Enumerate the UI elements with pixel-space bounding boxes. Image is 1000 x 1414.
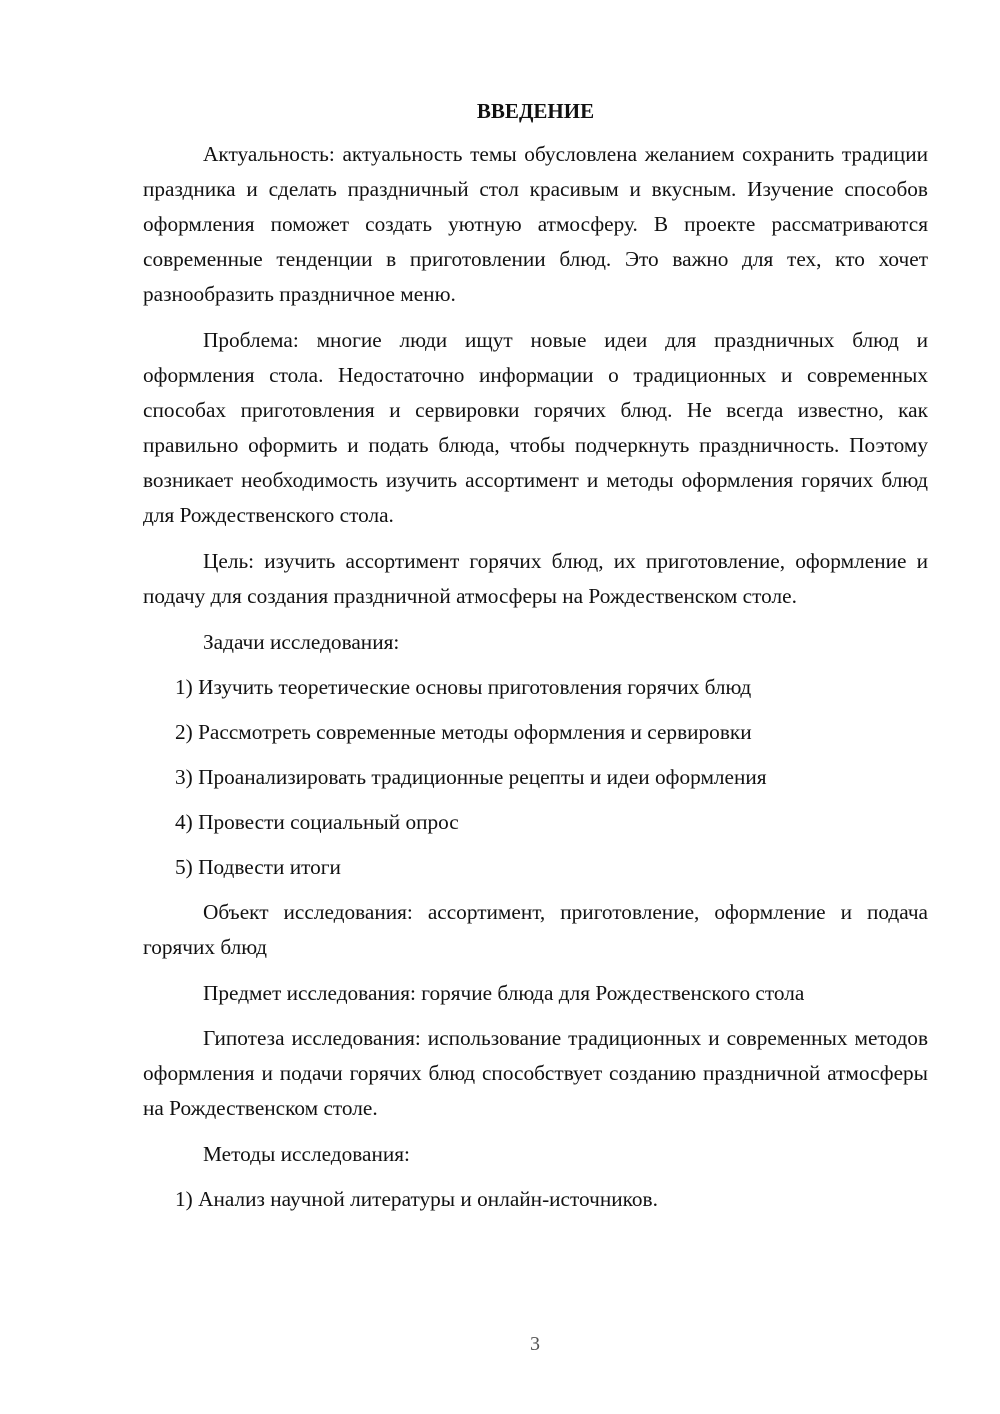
task-item: 5) Подвести итоги [175, 855, 341, 879]
task-item: 1) Изучить теоретические основы приготовления горячих блюд [175, 675, 752, 699]
tasks-heading: Задачи исследования: [203, 630, 400, 654]
task-item: 4) Провести социальный опрос [175, 810, 459, 834]
subject-paragraph: Предмет исследования: горячие блюда для Рождественского стола [203, 981, 805, 1005]
task-item: 3) Проанализировать традиционные рецепты и идеи оформления [175, 765, 767, 789]
object-paragraph: Объект исследования: ассортимент, приготовление, оформление и подача горячих блюд [143, 900, 928, 959]
task-item: 2) Рассмотреть современные методы оформления и сервировки [175, 720, 752, 744]
problem-paragraph: Проблема: многие люди ищут новые идеи для праздничных блюд и оформления стола. Недостаточно информации о традиционных и современных способах приготовления и сервировки горячих блюд. Не всегда известно, как правильно оформить и подать блюда, чтобы подчеркнуть праздничность. Поэтому возникает необходимость изучить ассортимент и методы оформления горячих блюд для Рождественского стола. [143, 328, 928, 527]
page-content [143, 96, 928, 1227]
method-item: 1) Анализ научной литературы и онлайн-источников. [175, 1187, 658, 1211]
relevance-paragraph: Актуальность: актуальность темы обусловлена желанием сохранить традиции праздника и сделать праздничный стол красивым и вкусным. Изучение способов оформления поможет создать уютную атмосферу. В проекте рассматриваются современные тенденции в приготовлении блюд. Это важно для тех, кто хочет разнообразить праздничное меню. [143, 142, 928, 306]
hypothesis-paragraph: Гипотеза исследования: использование традиционных и современных методов оформления и подачи горячих блюд способствует созданию праздничной атмосферы на Рождественском столе. [143, 1026, 928, 1120]
methods-heading: Методы исследования: [203, 1142, 410, 1166]
goal-paragraph: Цель: изучить ассортимент горячих блюд, их приготовление, оформление и подачу для создания праздничной атмосферы на Рождественском столе. [143, 549, 928, 608]
section-heading: ВВЕДЕНИЕ [476, 99, 595, 123]
page-number: 3 [530, 1333, 540, 1355]
